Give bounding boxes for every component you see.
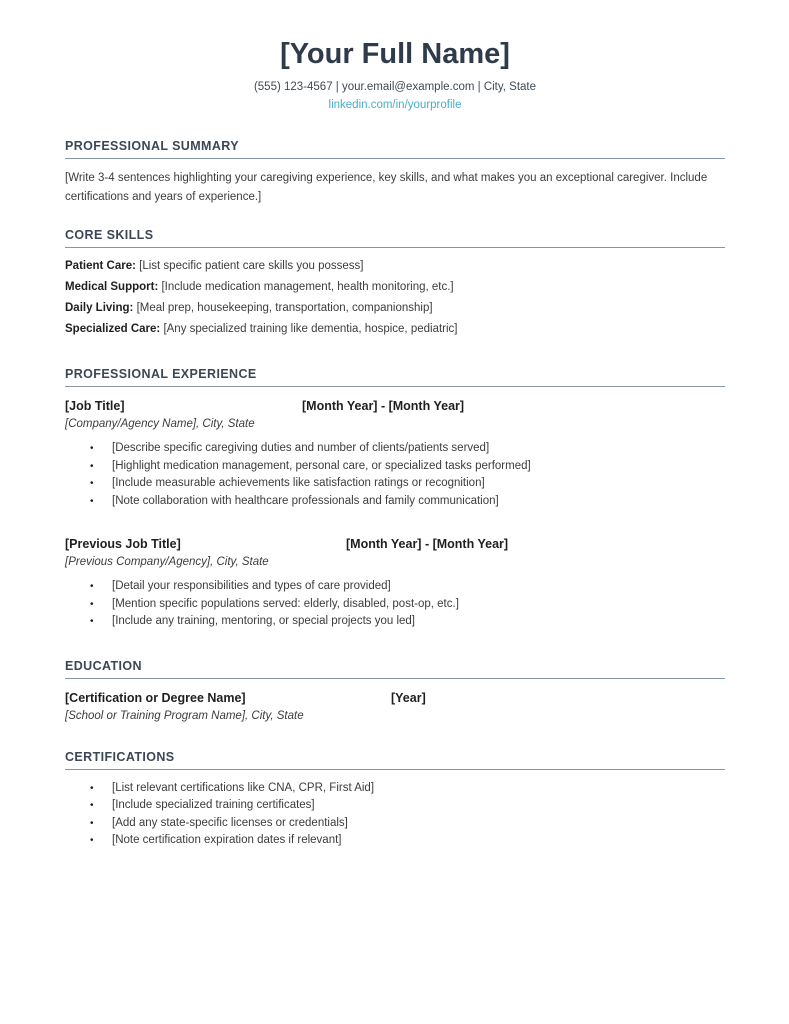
bullet-dot-icon: • <box>90 495 94 507</box>
contact-line: (555) 123-4567 | your.email@example.com | City, State <box>253 81 537 93</box>
skill-text: [List specific patient care skills you possess] <box>139 260 364 272</box>
job-company: [Company/Agency Name], City, State <box>65 418 255 430</box>
section-professional-experience <box>65 367 725 631</box>
skill-row-specialized-care <box>65 322 725 336</box>
skill-row-patient-care <box>65 259 725 273</box>
job-bullet-list <box>65 440 725 510</box>
bullet-item <box>65 797 725 815</box>
school-name: [School or Training Program Name], City, State <box>65 709 304 722</box>
certifications-heading: CERTIFICATIONS <box>65 750 725 770</box>
skill-label: Specialized Care: <box>65 323 161 335</box>
core-skills-heading: CORE SKILLS <box>65 228 725 248</box>
section-certifications <box>65 750 725 850</box>
bullet-dot-icon: • <box>90 581 94 592</box>
bullet-text: [Note collaboration with healthcare professionals and family communication] <box>112 494 499 507</box>
bullet-item <box>65 578 725 596</box>
summary-heading: PROFESSIONAL SUMMARY <box>65 139 725 159</box>
job-entry-current <box>65 398 725 510</box>
bullet-item <box>65 493 725 511</box>
job-title: [Job Title] <box>65 399 125 413</box>
linkedin-link[interactable]: linkedin.com/in/yourprofile <box>328 99 462 111</box>
section-core-skills <box>65 228 725 336</box>
bullet-text: [Detail your responsibilities and types of care provided] <box>112 580 391 592</box>
bullet-text: [Describe specific caregiving duties and number of clients/patients served] <box>112 442 490 454</box>
job-title: [Previous Job Title] <box>65 537 181 551</box>
bullet-text: [Add any state-specific licenses or credentials] <box>112 816 348 829</box>
bullet-dot-icon: • <box>90 817 94 829</box>
job-company: [Previous Company/Agency], City, State <box>65 556 269 568</box>
skill-row-daily-living <box>65 301 725 315</box>
bullet-text: [List relevant certifications like CNA, CPR, First Aid] <box>112 781 375 794</box>
education-title-row <box>65 690 725 706</box>
bullet-dot-icon: • <box>90 616 94 627</box>
bullet-text: [Include measurable achievements like satisfaction ratings or recognition] <box>112 477 485 489</box>
bullet-text: [Include specialized training certificates] <box>112 799 315 811</box>
bullet-item <box>65 832 725 850</box>
bullet-item <box>65 815 725 833</box>
job-entry-previous <box>65 536 725 631</box>
job-title-row <box>65 398 725 414</box>
section-professional-summary <box>65 139 725 207</box>
experience-heading: PROFESSIONAL EXPERIENCE <box>65 367 725 387</box>
resume-header <box>65 36 725 112</box>
bullet-dot-icon: • <box>90 800 94 811</box>
bullet-item <box>65 458 725 476</box>
summary-text: [Write 3-4 sentences highlighting your caregiving experience, key skills, and what makes you an exceptional caregiver. Include certifications and years of experience.] <box>65 172 708 203</box>
bullet-item <box>65 613 725 631</box>
skill-text: [Include medication management, health monitoring, etc.] <box>161 281 454 293</box>
education-heading: EDUCATION <box>65 659 725 679</box>
bullet-dot-icon: • <box>90 443 94 454</box>
certifications-bullet-list <box>65 780 725 850</box>
job-title-row <box>65 536 725 552</box>
full-name: [Your Full Name] <box>280 38 510 70</box>
bullet-dot-icon: • <box>90 598 94 610</box>
skills-list <box>65 259 725 336</box>
bullet-item <box>65 475 725 493</box>
skill-label: Daily Living: <box>65 302 134 314</box>
education-year: [Year] <box>391 690 426 705</box>
bullet-text: [Mention specific populations served: elderly, disabled, post-op, etc.] <box>112 597 459 610</box>
bullet-text: [Highlight medication management, personal care, or specialized tasks performed] <box>112 459 531 472</box>
job-bullet-list <box>65 578 725 631</box>
skill-row-medical-support <box>65 280 725 294</box>
bullet-text: [Include any training, mentoring, or special projects you led] <box>112 615 415 627</box>
job-dates: [Month Year] - [Month Year] <box>346 537 509 551</box>
section-education <box>65 659 725 723</box>
degree-name: [Certification or Degree Name] <box>65 690 246 705</box>
bullet-text: [Note certification expiration dates if relevant] <box>112 834 342 846</box>
bullet-dot-icon: • <box>90 835 94 846</box>
skill-text: [Meal prep, housekeeping, transportation, companionship] <box>136 302 433 314</box>
skill-label: Medical Support: <box>65 281 159 293</box>
bullet-item <box>65 596 725 614</box>
job-dates: [Month Year] - [Month Year] <box>302 399 465 413</box>
bullet-dot-icon: • <box>90 478 94 489</box>
education-entry <box>65 690 725 723</box>
bullet-dot-icon: • <box>90 460 94 472</box>
skill-text: [Any specialized training like dementia, hospice, pediatric] <box>163 323 458 335</box>
bullet-item <box>65 440 725 458</box>
skill-label: Patient Care: <box>65 260 136 272</box>
bullet-dot-icon: • <box>90 782 94 794</box>
bullet-item <box>65 780 725 798</box>
